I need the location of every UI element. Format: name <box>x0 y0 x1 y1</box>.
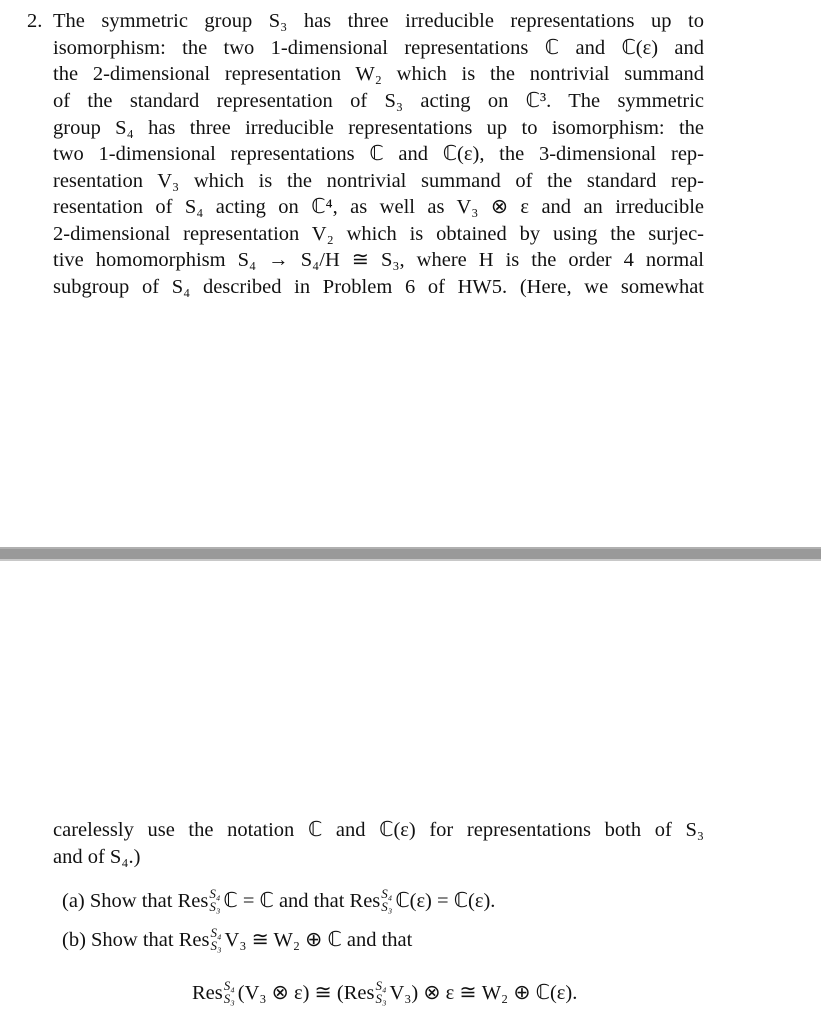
text-line: 2-dimensional representation V₂ which is obtained by using the surjec- <box>53 223 704 245</box>
res-sup: S₄ <box>375 978 387 994</box>
res-sub: S₃ <box>210 938 222 954</box>
part-a <box>62 888 495 915</box>
display-equation <box>192 980 577 1007</box>
text: Show that <box>91 929 179 951</box>
text-line: carelessly use the notation ℂ and ℂ(ε) for representations both of S₃ <box>53 819 704 841</box>
res-word: Res <box>192 982 223 1004</box>
restriction-operator <box>178 888 224 915</box>
res-word: Res <box>177 890 209 912</box>
text-line: tive homomorphism S₄ → S₄/H ≅ S₃, where H is the order 4 normal <box>53 249 704 271</box>
res-sup: S₄ <box>381 886 393 902</box>
text: ℂ(ε) = ℂ(ε). <box>395 890 496 912</box>
res-sup: S₄ <box>210 925 222 941</box>
res-sub: S₃ <box>381 899 393 915</box>
res-word: Res <box>178 929 210 951</box>
text-line: and of S₄.) <box>53 846 141 868</box>
text: V₃) ⊗ ε ≅ W₂ ⊕ ℂ(ε). <box>389 982 578 1004</box>
text-line: resentation of S₄ acting on ℂ⁴, as well as V₃ ⊗ ε and an irreducible <box>53 196 704 218</box>
restriction-operator <box>179 927 225 954</box>
part-b <box>62 927 412 954</box>
res-sub: S₃ <box>223 991 235 1007</box>
text-line: isomorphism: the two 1-dimensional representations ℂ and ℂ(ε) and <box>53 37 704 59</box>
text-line: of the standard representation of S₃ acting on ℂ³. The symmetric <box>53 90 704 112</box>
text-line: resentation V₃ which is the nontrivial summand of the standard rep- <box>53 170 704 192</box>
res-sub: S₃ <box>375 991 387 1007</box>
text: V₃ ≅ W₂ ⊕ ℂ and that <box>224 929 413 951</box>
restriction-operator <box>192 980 238 1007</box>
page-separator <box>0 547 821 561</box>
text: ℂ = ℂ and that <box>223 890 350 912</box>
res-sub: S₃ <box>209 899 221 915</box>
text-line: The symmetric group S₃ has three irreducible representations up to <box>53 10 704 32</box>
restriction-operator <box>350 888 396 915</box>
part-b-label: (b) <box>62 929 86 951</box>
text-line: group S₄ has three irreducible representations up to isomorphism: the <box>53 117 704 139</box>
text-line: subgroup of S₄ described in Problem 6 of HW5. (Here, we somewhat <box>53 276 704 298</box>
res-word: Res <box>343 982 375 1004</box>
text-line: two 1-dimensional representations ℂ and ℂ(ε), the 3-dimensional rep- <box>53 143 704 165</box>
res-sup: S₄ <box>209 886 221 902</box>
res-word: Res <box>349 890 381 912</box>
res-sup: S₄ <box>223 978 235 994</box>
text-line: the 2-dimensional representation W₂ which is the nontrivial summand <box>53 63 704 85</box>
restriction-operator <box>344 980 390 1007</box>
problem-number: 2. <box>27 10 43 32</box>
text: (V₃ ⊗ ε) ≅ ( <box>237 982 344 1004</box>
part-a-label: (a) <box>62 890 85 912</box>
text: Show that <box>89 890 178 912</box>
